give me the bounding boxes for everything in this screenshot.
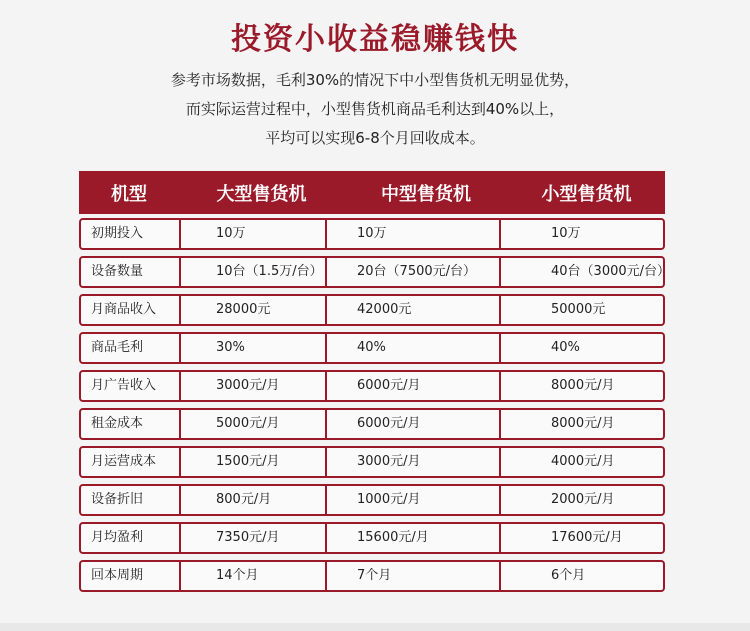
cell-large: 10台（1.5万/台） bbox=[181, 258, 327, 286]
row-label: 商品毛利 bbox=[81, 334, 181, 362]
row-label: 初期投入 bbox=[81, 220, 181, 248]
comparison-table bbox=[79, 171, 671, 583]
cell-medium: 42000元 bbox=[327, 296, 501, 324]
cell-large: 3000元/月 bbox=[181, 372, 327, 400]
intro-text bbox=[0, 66, 750, 153]
cell-medium: 1000元/月 bbox=[327, 486, 501, 514]
cell-small: 4000元/月 bbox=[551, 454, 615, 469]
cell-large: 28000元 bbox=[181, 296, 327, 324]
table-row bbox=[79, 408, 665, 440]
cell-large: 10万 bbox=[181, 220, 327, 248]
cell-small: 6个月 bbox=[551, 568, 586, 583]
cell-medium: 20台（7500元/台） bbox=[327, 258, 501, 286]
cell-medium: 40% bbox=[327, 334, 501, 362]
table-header bbox=[79, 171, 665, 214]
cell-large: 30% bbox=[181, 334, 327, 362]
cell-small: 10万 bbox=[551, 226, 581, 241]
header-medium: 中型售货机 bbox=[381, 183, 471, 205]
cell-small: 2000元/月 bbox=[551, 492, 615, 507]
cell-small: 50000元 bbox=[551, 302, 606, 317]
cell-large: 14个月 bbox=[181, 562, 327, 590]
bottom-divider bbox=[0, 623, 750, 631]
cell-large: 5000元/月 bbox=[181, 410, 327, 438]
cell-medium: 10万 bbox=[327, 220, 501, 248]
cell-medium: 3000元/月 bbox=[327, 448, 501, 476]
cell-small: 8000元/月 bbox=[551, 416, 615, 431]
cell-medium: 6000元/月 bbox=[327, 410, 501, 438]
header-model: 机型 bbox=[111, 183, 147, 205]
header-small: 小型售货机 bbox=[541, 183, 632, 205]
row-label: 月商品收入 bbox=[81, 296, 181, 324]
row-label: 月均盈利 bbox=[81, 524, 181, 552]
row-label: 月广告收入 bbox=[81, 372, 181, 400]
cell-large: 1500元/月 bbox=[181, 448, 327, 476]
page-title: 投资小收益稳赚钱快 bbox=[231, 22, 519, 57]
cell-medium: 6000元/月 bbox=[327, 372, 501, 400]
table-row bbox=[79, 294, 665, 326]
cell-small: 17600元/月 bbox=[551, 530, 623, 545]
cell-large: 800元/月 bbox=[181, 486, 327, 514]
table-row bbox=[79, 256, 671, 288]
cell-medium: 7个月 bbox=[327, 562, 501, 590]
cell-large: 7350元/月 bbox=[181, 524, 327, 552]
cell-medium: 15600元/月 bbox=[327, 524, 501, 552]
intro-line-2: 而实际运营过程中，小型售货机商品毛利达到40%以上， bbox=[185, 100, 565, 118]
cell-small: 8000元/月 bbox=[551, 378, 615, 393]
table-row bbox=[79, 560, 665, 592]
table-row bbox=[79, 522, 665, 554]
header-large: 大型售货机 bbox=[216, 183, 307, 205]
row-label: 租金成本 bbox=[81, 410, 181, 438]
cell-small: 40% bbox=[551, 340, 580, 355]
table-row bbox=[79, 218, 665, 250]
table-row bbox=[79, 332, 665, 364]
row-label: 回本周期 bbox=[81, 562, 181, 590]
table-row bbox=[79, 446, 665, 478]
intro-line-1: 参考市场数据，毛利30%的情况下中小型售货机无明显优势， bbox=[170, 71, 580, 89]
table-row bbox=[79, 370, 665, 402]
cell-small: 40台（3000元/台） bbox=[551, 264, 671, 279]
row-label: 设备折旧 bbox=[81, 486, 181, 514]
row-label: 月运营成本 bbox=[81, 448, 181, 476]
intro-line-3: 平均可以实现6-8个月回收成本。 bbox=[265, 129, 485, 147]
table-row bbox=[79, 484, 665, 516]
row-label: 设备数量 bbox=[81, 258, 181, 286]
